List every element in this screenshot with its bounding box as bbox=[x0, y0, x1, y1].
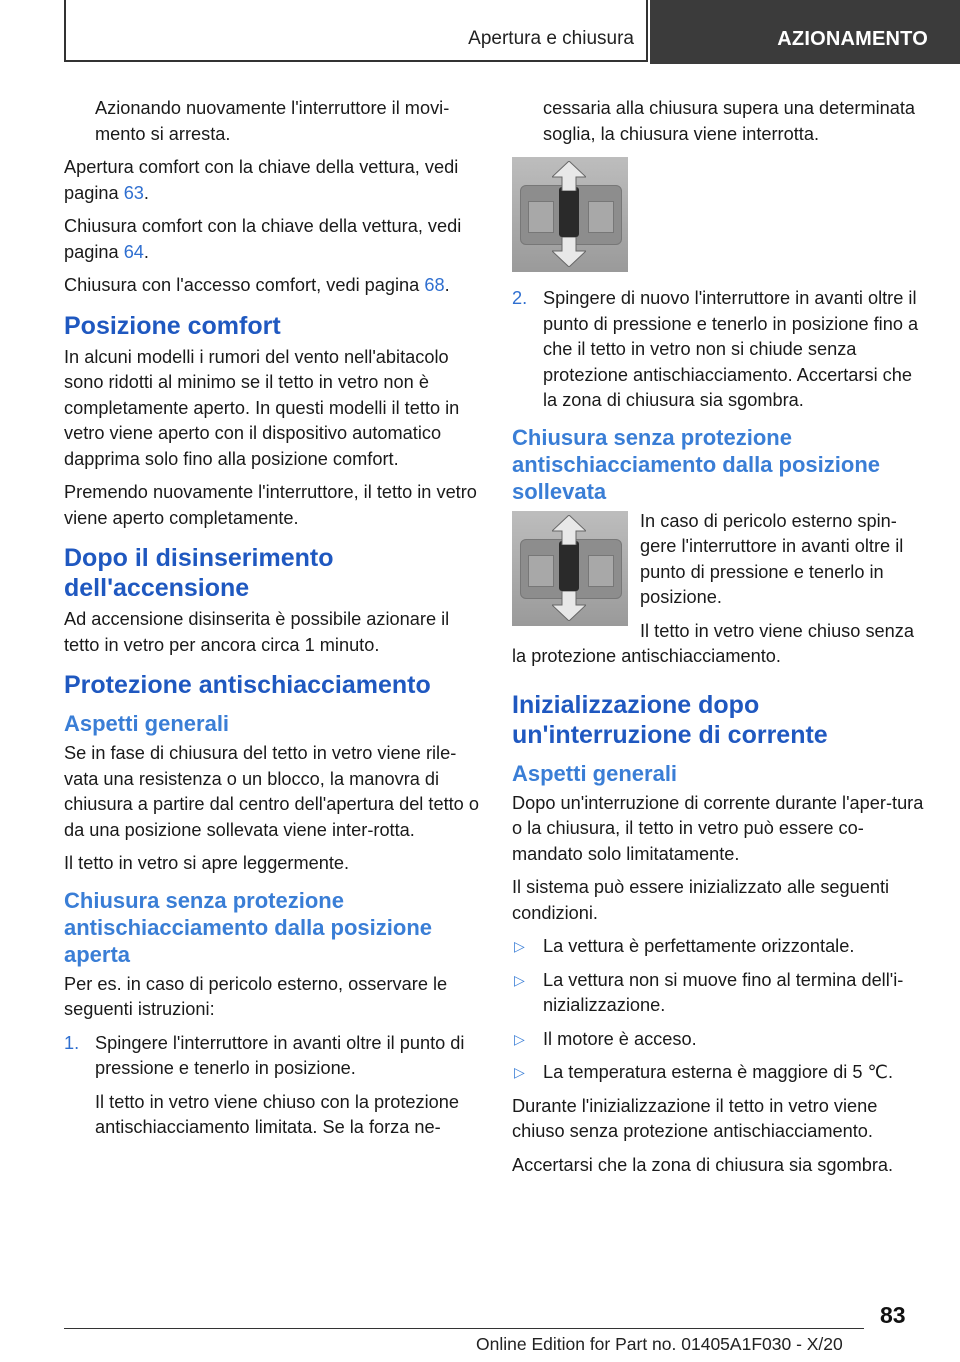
left-column bbox=[64, 96, 482, 1149]
bullet-text-3: Il motore è acceso. bbox=[543, 1028, 697, 1049]
step-1-text: Spingere l'interruttore in avanti oltre il punto di pressione e tenerlo in posizione. bbox=[95, 1032, 465, 1078]
paragraph-general-1: Se in fase di chiusura del tetto in vetro viene rile-vata una resistenza o un blocco, la manovra di chiusura a partire dal centro dell'apertura del tetto o da una posizione sollevata viene inter-rotta. bbox=[64, 743, 479, 840]
arrow-up-icon bbox=[552, 515, 586, 545]
paragraph-intro: Azionando nuovamente l'interruttore il movi-mento si arresta. bbox=[95, 98, 450, 144]
heading-general-aspects: Aspetti generali bbox=[64, 711, 230, 736]
bullet-text-1: La vettura è perfettamente orizzontale. bbox=[543, 936, 855, 956]
comfort-access-text: Chiusura con l'accesso comfort, vedi pagina bbox=[64, 275, 420, 295]
bullet-item-1 bbox=[512, 934, 930, 960]
switch-side-button-right bbox=[588, 555, 614, 587]
heading-general-aspects-2: Aspetti generali bbox=[512, 760, 678, 786]
right-column bbox=[512, 96, 930, 1186]
step-1-subtext: Il tetto in vetro viene chiuso con la protezione antischiacciamento limitata. Se la forza ne- bbox=[95, 1091, 459, 1137]
bullet-item-2 bbox=[512, 968, 930, 1019]
triangle-bullet-icon: ▷ bbox=[514, 1064, 525, 1080]
paragraph-init-2: Il sistema può essere inizializzato alle seguenti condizioni. bbox=[512, 877, 890, 923]
page-ref-68[interactable]: 68 bbox=[424, 275, 445, 295]
footer-divider bbox=[64, 1328, 864, 1329]
paragraph-comfort-open: Apertura comfort con la chiave della vettura, vedi pagina 63. bbox=[64, 157, 459, 203]
switch-side-button-right bbox=[588, 201, 614, 233]
raised-section bbox=[512, 509, 930, 678]
page-ref-64[interactable]: 64 bbox=[123, 241, 144, 262]
step-2-text: Spingere di nuovo l'interruttore in avanti oltre il punto di pressione e tenerlo in posizione fino a che il tetto in vetro non si chiude senza protezione antischiacciamento. Accertarsi che la zona di chiusura sia sgombra. bbox=[543, 288, 919, 410]
heading-comfort-position: Posizione comfort bbox=[64, 311, 281, 340]
paragraph-raised-1: In caso di pericolo esterno spin-gere l'interruttore in avanti oltre il punto di pressione e tenerlo in posizione. bbox=[640, 510, 904, 607]
header-section-title: Apertura e chiusura bbox=[468, 28, 634, 49]
triangle-bullet-icon: ▷ bbox=[514, 1030, 525, 1047]
paragraph-raised-2: Il tetto in vetro viene chiuso senza la protezione antischiacciamento. bbox=[512, 620, 914, 666]
comfort-open-text: Apertura comfort con la chiave della vettura, vedi pagina bbox=[64, 157, 459, 203]
page-number: 83 bbox=[880, 1302, 906, 1328]
page-header bbox=[64, 0, 960, 64]
comfort-close-text: Chiusura comfort con la chiave della vettura, vedi pagina bbox=[64, 216, 462, 262]
step-1 bbox=[64, 1031, 482, 1141]
bullet-text-2: La vettura non si muove fino al termina dell'i-nizializzazione. bbox=[543, 969, 904, 1015]
roof-switch-illustration-2 bbox=[512, 511, 628, 626]
triangle-bullet-icon: ▷ bbox=[514, 971, 525, 988]
header-chapter-tab: AZIONAMENTO bbox=[650, 0, 960, 64]
footer-edition: Online Edition for Part no. 01405A1F030 - X/20 bbox=[476, 1334, 843, 1354]
bullet-text-4: La temperatura esterna è maggiore di 5 ℃. bbox=[543, 1062, 894, 1082]
paragraph-close-from-open: Per es. in caso di pericolo esterno, osservare le seguenti istruzioni: bbox=[64, 973, 448, 1019]
paragraph-init-1: Dopo un'interruzione di corrente durante l'aper-tura o la chiusura, il tetto in vetro può essere co-mandato solo limitatamente. bbox=[512, 792, 924, 864]
roof-switch bbox=[559, 541, 579, 591]
page-ref-63[interactable]: 63 bbox=[123, 182, 144, 203]
heading-after-ignition-off: Dopo il disinserimento dell'accensione bbox=[64, 544, 334, 602]
step-1-number: 1. bbox=[64, 1032, 80, 1053]
bullet-item-3 bbox=[512, 1027, 930, 1053]
paragraph-comfort-access: Chiusura con l'accesso comfort, vedi pagina 68. bbox=[64, 275, 450, 295]
arrow-down-icon bbox=[552, 591, 586, 621]
heading-close-from-raised: Chiusura senza protezione antischiacciamento dalla posizione sollevata bbox=[512, 424, 880, 504]
paragraph-after-ignition-off: Ad accensione disinserita è possibile azionare il tetto in vetro per ancora circa 1 minuto. bbox=[64, 609, 450, 655]
paragraph-comfort-close: Chiusura comfort con la chiave della vettura, vedi pagina 64. bbox=[64, 216, 462, 262]
paragraph-continuation: cessaria alla chiusura supera una determinata soglia, la chiusura viene interrotta. bbox=[543, 98, 916, 144]
arrow-up-icon bbox=[552, 161, 586, 191]
heading-pinch-protection: Protezione antischiacciamento bbox=[64, 671, 431, 699]
bullet-item-4 bbox=[512, 1060, 930, 1086]
heading-initialization: Inizializzazione dopo un'interruzione di corrente bbox=[512, 690, 828, 749]
paragraph-init-3: Durante l'inizializzazione il tetto in vetro viene chiuso senza protezione antischiacciamento. bbox=[512, 1095, 878, 1141]
step-2 bbox=[512, 286, 930, 414]
switch-side-button-left bbox=[528, 201, 554, 233]
paragraph-comfort-position-2: Premendo nuovamente l'interruttore, il tetto in vetro viene aperto completamente. bbox=[64, 482, 477, 528]
paragraph-comfort-position-1: In alcuni modelli i rumori del vento nell'abitacolo sono ridotti al minimo se il tetto in vetro non è completamente aperto. In questi modelli il tetto in vetro viene aperto con il dispositivo automatico dapprima solo fino alla posizione comfort. bbox=[64, 346, 460, 469]
roof-switch bbox=[559, 187, 579, 237]
paragraph-init-4: Accertarsi che la zona di chiusura sia sgombra. bbox=[512, 1154, 894, 1175]
roof-switch-illustration-1 bbox=[512, 157, 628, 272]
paragraph-general-2: Il tetto in vetro si apre leggermente. bbox=[64, 853, 350, 873]
switch-side-button-left bbox=[528, 555, 554, 587]
step-2-number: 2. bbox=[512, 288, 528, 308]
heading-close-from-open: Chiusura senza protezione antischiacciamento dalla posizione aperta bbox=[64, 887, 432, 967]
triangle-bullet-icon: ▷ bbox=[514, 938, 525, 954]
arrow-down-icon bbox=[552, 237, 586, 267]
